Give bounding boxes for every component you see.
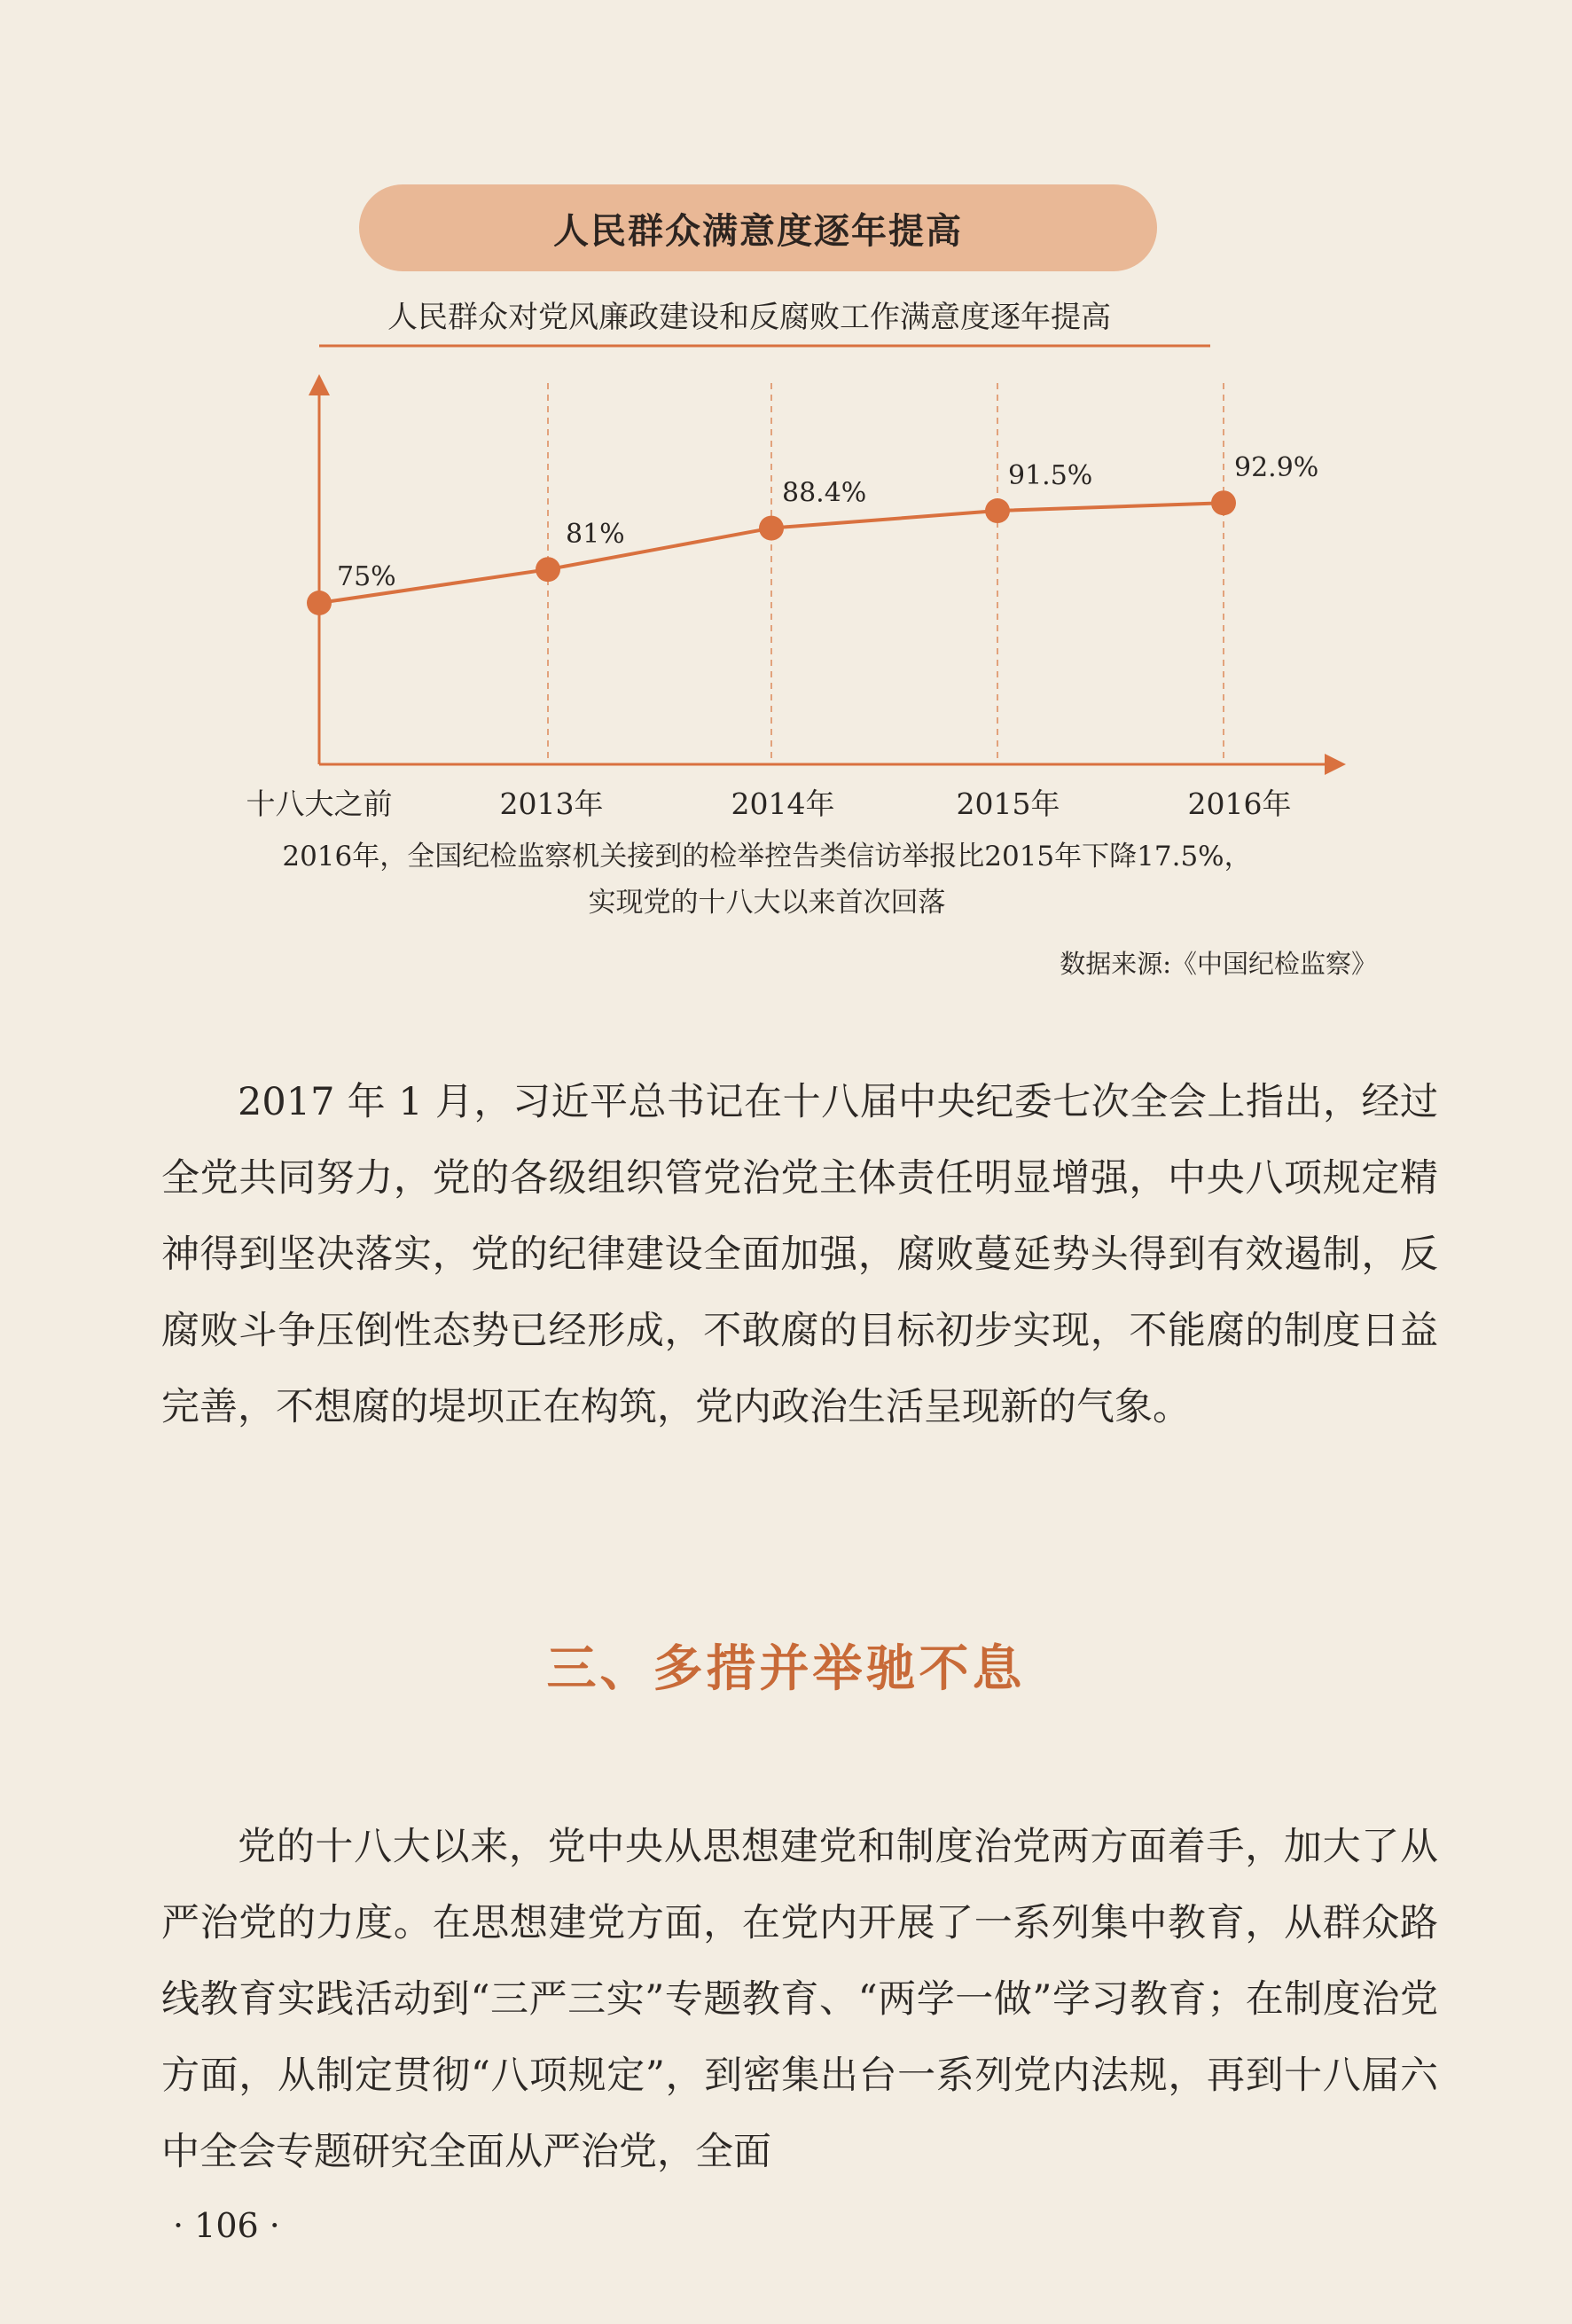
data-label: 75%: [337, 561, 396, 592]
chart-note-line-2: 实现党的十八大以来首次回落: [588, 887, 946, 919]
x-tick-label: 2015年: [956, 786, 1060, 821]
paragraph-1-text: 2017 年 1 月，习近平总书记在十八届中央纪委七次全会上指出，经过全党共同努力，党的各级组织管党治党主体责任明显增强，中央八项规定精神得到坚决落实，党的纪律建设全面加强，腐败蔓延势头得到有效遏制，反腐败斗争压倒性态势已经形成，不敢腐的目标初步实现，不能腐的制度日益完善，不想腐的堤坝正在构筑，党内政治生活呈现新的气象。: [161, 1080, 1438, 1429]
body-paragraph-2: [161, 1809, 1438, 2190]
body-paragraph-1: [161, 1064, 1438, 1445]
x-tick-label: 2014年: [731, 786, 835, 821]
y-axis-arrow: [309, 374, 330, 395]
data-point: [1211, 490, 1236, 515]
x-tick-label: 2013年: [499, 786, 604, 821]
chart-banner-title: 人民群众满意度逐年提高: [553, 210, 963, 252]
data-label: 88.4%: [782, 477, 867, 509]
x-tick-label: 十八大之前: [246, 786, 393, 821]
page-number: · 106 ·: [173, 2206, 280, 2245]
x-tick-label: 2016年: [1187, 786, 1292, 821]
chart-note-line-1: 2016年，全国纪检监察机关接到的检举控告类信访举报比2015年下降17.5%，: [282, 841, 1252, 872]
chart-subtitle: 人民群众对党风廉政建设和反腐败工作满意度逐年提高: [387, 300, 1111, 335]
data-point: [985, 498, 1010, 523]
data-source: 数据来源:《中国纪检监察》: [1060, 949, 1377, 979]
data-label: 91.5%: [1008, 460, 1093, 492]
data-point: [307, 591, 332, 615]
data-label: 92.9%: [1234, 452, 1319, 484]
x-axis-arrow: [1325, 754, 1346, 775]
data-point: [536, 557, 560, 582]
data-point: [759, 516, 784, 541]
satisfaction-line-chart: [0, 0, 1572, 851]
paragraph-2-text: 党的十八大以来，党中央从思想建党和制度治党两方面着手，加大了从严治党的力度。在思想建党方面，在党内开展了一系列集中教育，从群众路线教育实践活动到“三严三实”专题教育、“两学一做”学习教育；在制度治党方面，从制定贯彻“八项规定”，到密集出台一系列党内法规，再到十八届六中全会专题研究全面从严治党，全面: [161, 1825, 1438, 2174]
data-label: 81%: [566, 519, 625, 551]
section-heading: 三、多措并举驰不息: [546, 1640, 1026, 1698]
